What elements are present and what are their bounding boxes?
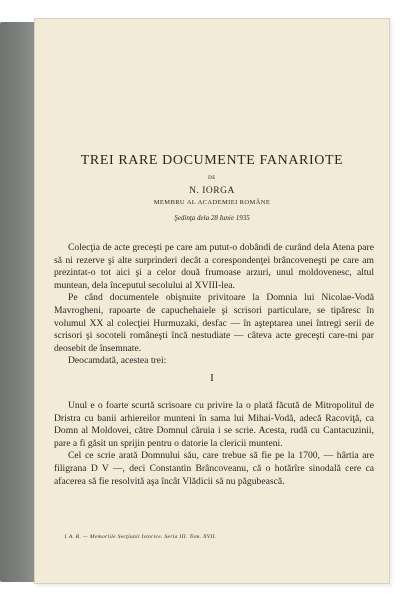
booklet-spine bbox=[0, 22, 36, 582]
session-date: Şedinţa dela 28 Iunie 1935 bbox=[174, 214, 250, 222]
author-name: N. IORGA bbox=[189, 186, 235, 196]
author-affiliation: MEMBRU AL ACADEMIEI ROMÂNE bbox=[153, 199, 271, 206]
section-numeral: I bbox=[210, 372, 214, 384]
paragraph: Colecţia de acte greceşti pe care am putut-o dobândi de curând dela Atena pare să ni rezerve şi alte surprinderi decât a corespondenţei brâncoveneşti pe care am prezintat-o tot aici şi a celor două frumoase arzuri, unul moldovenesc, altul muntean, dela începutul secolului al XVIII-lea. bbox=[54, 242, 374, 291]
footnote: 1 A. R. — Memoriile Secţiunii Istorice. Seria III. Tom. XVII. bbox=[64, 534, 217, 540]
byline-de: DE bbox=[208, 176, 216, 181]
intro-text bbox=[54, 242, 374, 368]
paragraph: Deocamdată, acestea trei: bbox=[68, 355, 167, 367]
paragraph: Pe când documentele obişnuite privitoare la Domnia lui Nicolae-Vodă Mavrogheni, rapoarte de capuchehaiele şi scrisori particulare, se tipăresc în volumul XX al colecţiei Hurmuzaki, desfac — în aşteptarea unei întregi serii de scrisori şi socoteli româneşti încă nestudiate — câteva acte greceşti care-mi par deosebit de însemnate. bbox=[54, 292, 374, 354]
document-title: TREI RARE DOCUMENTE FANARIOTE bbox=[80, 153, 344, 168]
paragraph: Unul e o foarte scurtă scrisoare cu privire la o plată făcută de Mitropolitul de Dristra cu banii arhiereilor munteni în sama lui Mihai-Vodă, adecă Racoviţă, ca Domn al Moldovei, către Domnul căruia i se scrie. Acesta, rudă cu Cantacuzinii, pare a fi găsit un sprijin pentru o datorie la clericii munteni. bbox=[54, 400, 374, 449]
document-page bbox=[34, 18, 390, 584]
paragraph: Cel ce scrie arată Domnului său, care trebue să fie pe la 1700, — hârtia are filigrana D V —, deci Constantin Brâncoveanu, că o hotărîre sinodală cere ca afacerea să fie resolvită aşa încât Vlădicii să nu păgubească. bbox=[54, 450, 374, 487]
section-text bbox=[54, 400, 374, 488]
